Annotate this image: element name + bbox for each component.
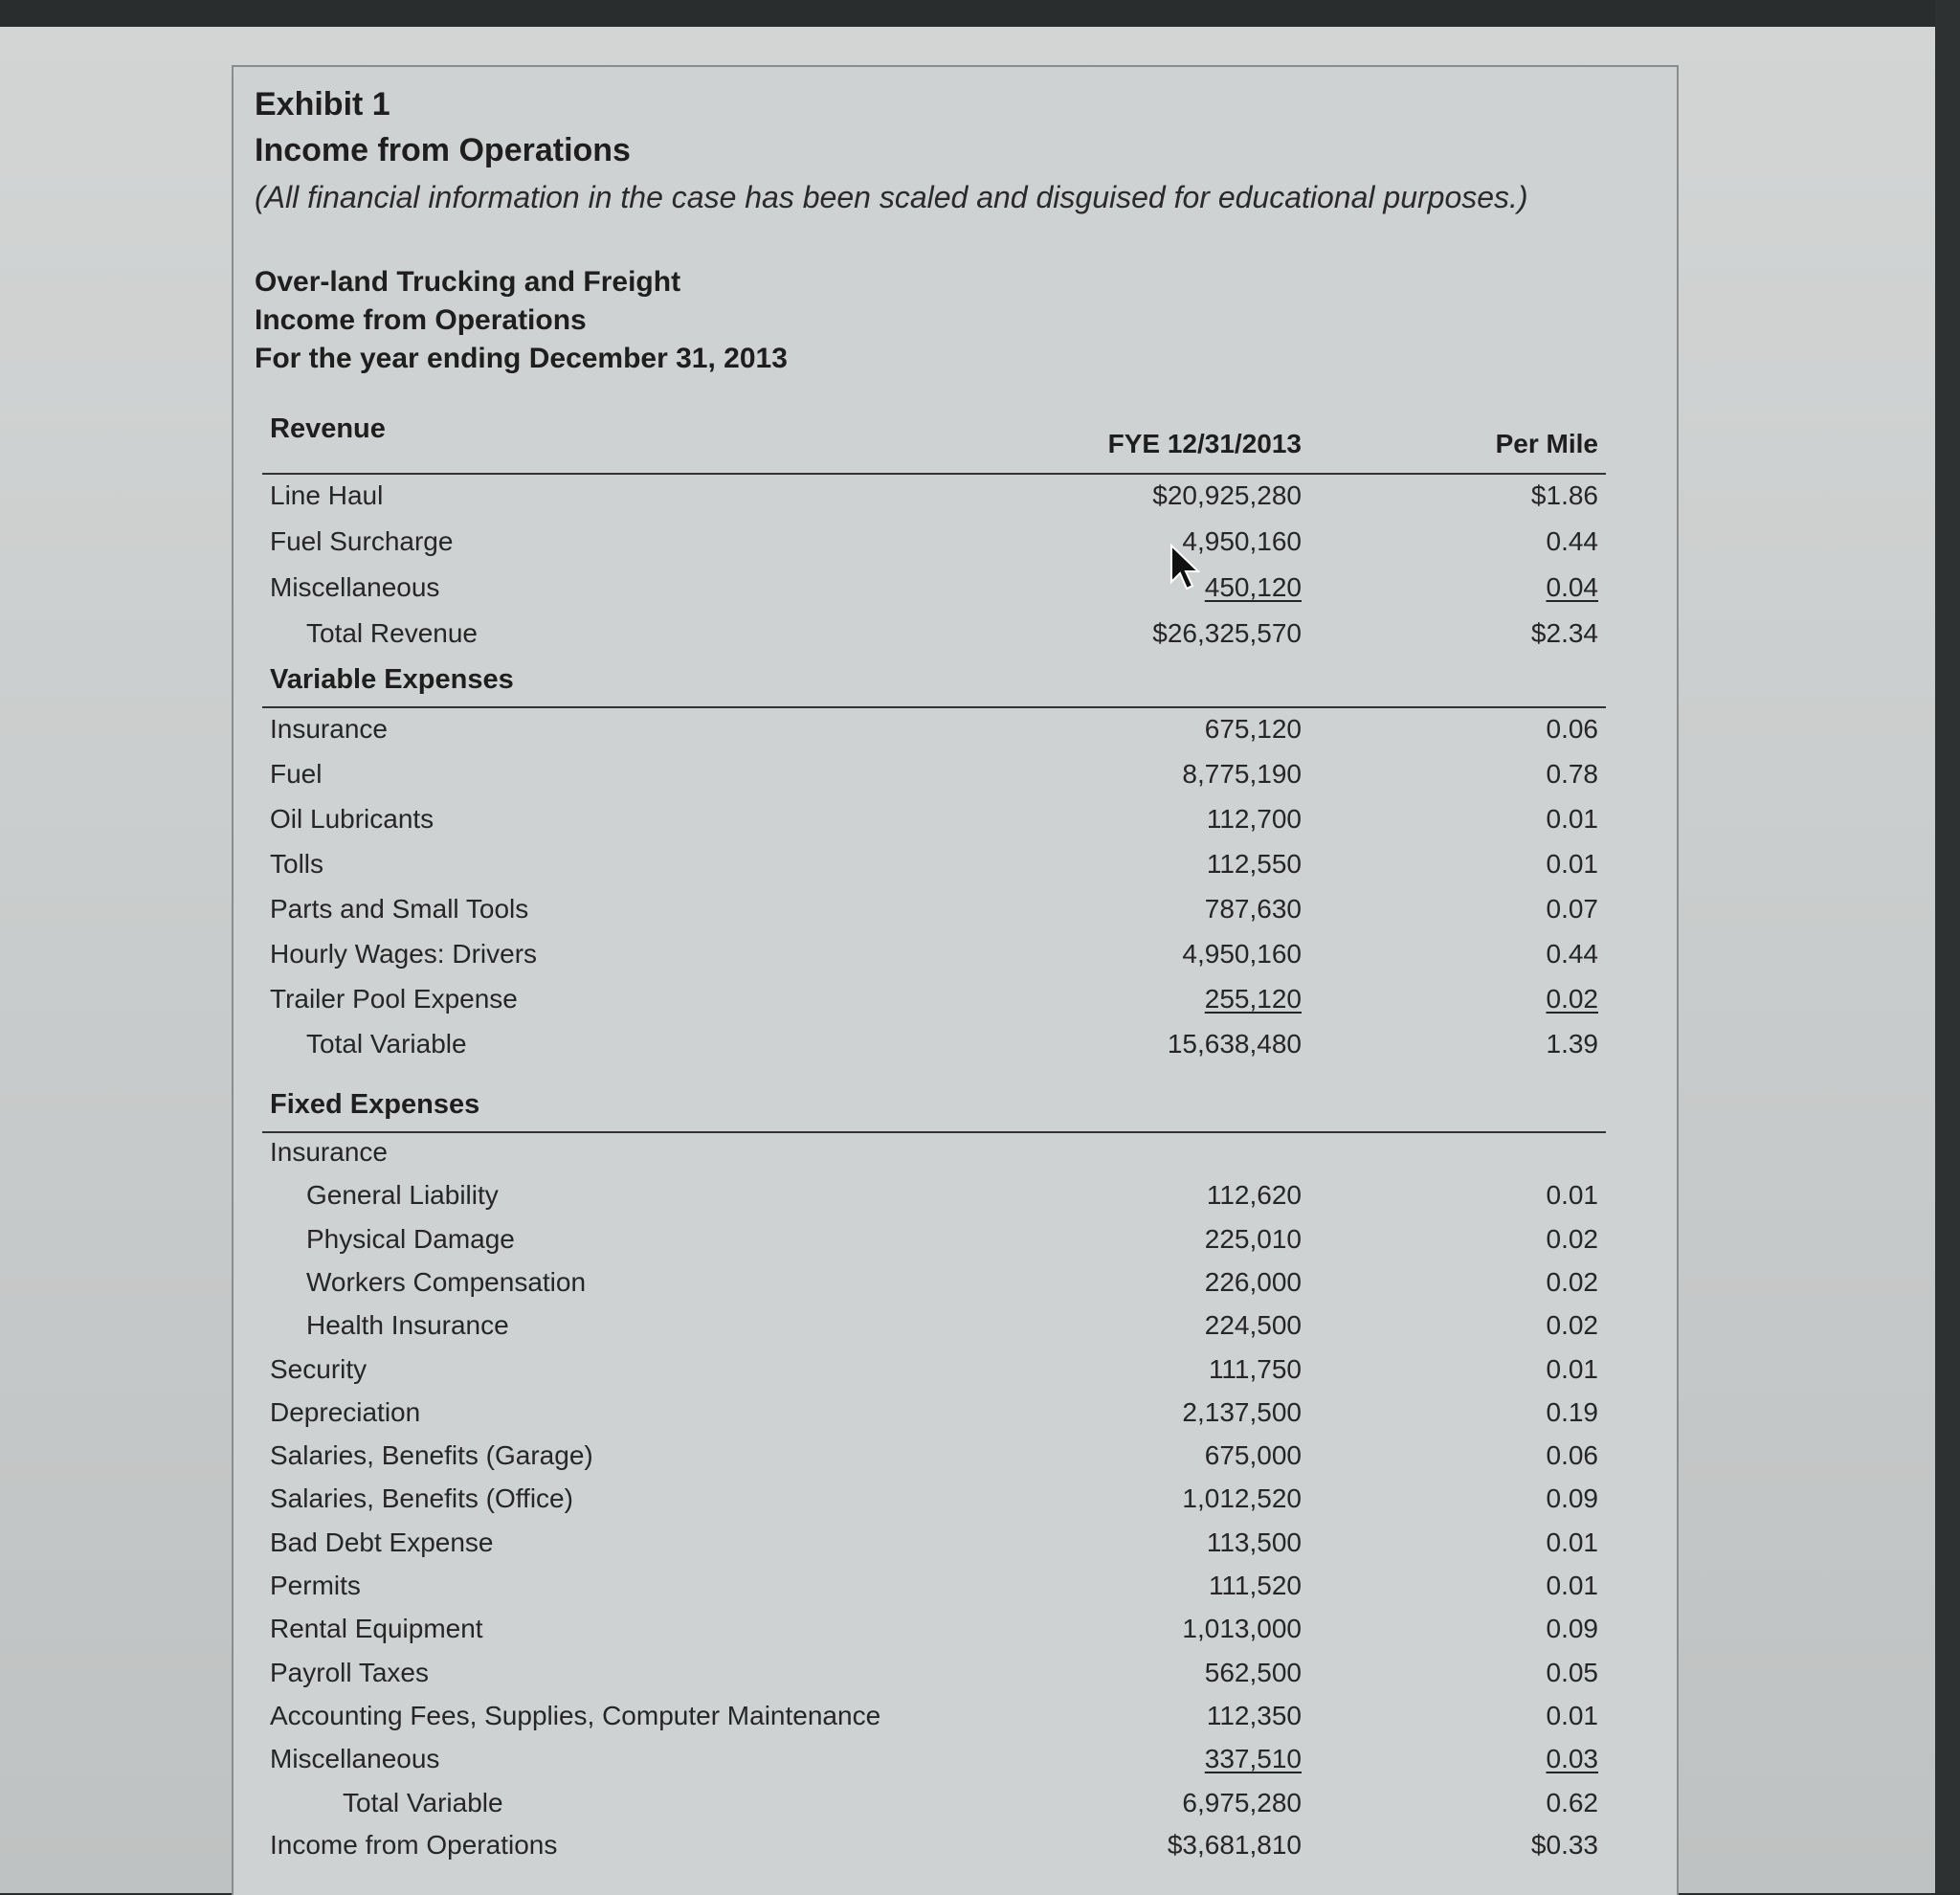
variable-expense-row-per-mile: 0.06 — [1546, 714, 1598, 744]
fixed-expense-row-label: Payroll Taxes — [270, 1657, 430, 1687]
company-name: Over-land Trucking and Freight — [255, 266, 681, 298]
fixed-expense-row-label: General Liability — [306, 1180, 499, 1211]
disclaimer-note: (All financial information in the case has been scaled and disguised for educational purposes.) — [255, 180, 1528, 214]
fixed-expense-row-per-mile: 0.09 — [1546, 1483, 1598, 1514]
fixed-expense-row-label: Insurance — [270, 1137, 388, 1167]
fixed-expense-row-per-mile: 0.01 — [1546, 1700, 1598, 1730]
variable-expense-row-per-mile: 0.02 — [1546, 984, 1598, 1014]
income-per-mile: $0.33 — [1530, 1830, 1598, 1860]
revenue-row-per-mile: 0.04 — [1546, 572, 1598, 602]
variable-expense-row-per-mile: 0.44 — [1546, 939, 1598, 969]
fixed-expense-row-amount: 675,000 — [1204, 1440, 1302, 1471]
fixed-expense-row-amount: 562,500 — [1204, 1657, 1302, 1687]
fixed-expense-row — [234, 1224, 1677, 1262]
variable-expense-row — [234, 984, 1677, 1022]
variable-expense-row-amount: 112,700 — [1206, 804, 1302, 834]
fixed-expense-row — [234, 1354, 1677, 1393]
revenue-row-label: Fuel Surcharge — [270, 526, 454, 556]
fixed-expense-row-amount: 337,510 — [1204, 1744, 1302, 1774]
fixed-expense-row-per-mile: 0.02 — [1546, 1310, 1598, 1341]
exhibit-title: Income from Operations — [255, 132, 631, 168]
revenue-row-label: Miscellaneous — [270, 572, 440, 602]
fixed-expense-row-amount: 112,620 — [1206, 1180, 1302, 1211]
variable-expense-row-amount: 675,120 — [1204, 714, 1302, 744]
fixed-expense-row-amount: 113,500 — [1206, 1527, 1302, 1557]
fixed-expense-row — [234, 1527, 1677, 1566]
variable-expense-row-label: Total Variable — [306, 1029, 467, 1059]
fixed-expense-row-label: Depreciation — [270, 1396, 421, 1427]
variable-expense-row-amount: 15,638,480 — [1167, 1029, 1302, 1059]
variable-expense-row-amount: 112,550 — [1206, 849, 1302, 879]
fixed-expense-row-label: Permits — [270, 1571, 361, 1600]
variable-expense-row-per-mile: 0.78 — [1546, 759, 1598, 789]
section-heading-variable: Variable Expenses — [270, 664, 514, 695]
fixed-expense-row-label: Security — [270, 1353, 368, 1384]
fixed-expense-row-amount: 1,013,000 — [1182, 1614, 1302, 1644]
variable-expense-row-per-mile: 1.39 — [1546, 1029, 1598, 1059]
variable-expense-row-label: Hourly Wages: Drivers — [270, 939, 538, 969]
statement-period: For the year ending December 31, 2013 — [255, 343, 788, 374]
fixed-expense-row — [234, 1440, 1677, 1479]
fixed-expense-row-amount: 111,750 — [1208, 1353, 1302, 1384]
variable-expense-row — [234, 894, 1677, 932]
fixed-expense-row-label: Bad Debt Expense — [270, 1527, 494, 1557]
statement-name: Income from Operations — [255, 304, 587, 336]
fixed-expense-row-per-mile: 0.06 — [1546, 1440, 1598, 1471]
fixed-expense-row-label: Workers Compensation — [306, 1266, 587, 1297]
variable-expense-row-per-mile: 0.07 — [1546, 894, 1598, 924]
fixed-expense-row-amount: 111,520 — [1208, 1571, 1302, 1600]
variable-expense-row-per-mile: 0.01 — [1546, 849, 1598, 879]
mouse-pointer-icon — [1169, 544, 1202, 591]
income-label: Income from Operations — [270, 1830, 558, 1860]
variable-expense-row-amount: 4,950,160 — [1182, 939, 1302, 969]
revenue-row-label: Total Revenue — [306, 618, 479, 648]
variable-expense-row-label: Insurance — [270, 714, 388, 744]
fixed-expense-row-per-mile: 0.05 — [1546, 1657, 1598, 1687]
fixed-expense-row-label: Health Insurance — [306, 1310, 509, 1341]
fixed-expense-row-amount: 224,500 — [1204, 1310, 1302, 1341]
fixed-expense-row — [234, 1310, 1677, 1349]
fixed-expense-row-label: Salaries, Benefits (Office) — [270, 1483, 573, 1514]
fixed-expense-row-per-mile: 0.01 — [1546, 1527, 1598, 1557]
fixed-expense-row — [234, 1744, 1677, 1782]
fixed-expense-row-per-mile: 0.02 — [1546, 1223, 1598, 1254]
fixed-expense-row-label: Miscellaneous — [270, 1744, 440, 1774]
fixed-expense-row-amount: 112,350 — [1206, 1700, 1302, 1730]
fixed-expense-row — [234, 1483, 1677, 1522]
revenue-row-amount: $26,325,570 — [1152, 618, 1302, 648]
fixed-expense-row — [234, 1658, 1677, 1696]
fixed-expense-row-amount: 226,000 — [1204, 1266, 1302, 1297]
section-heading-fixed: Fixed Expenses — [270, 1089, 480, 1120]
fixed-expense-row-per-mile: 0.09 — [1546, 1614, 1598, 1644]
column-header-amount: FYE 12/31/2013 — [1107, 429, 1302, 458]
variable-expense-row-label: Fuel — [270, 759, 323, 789]
fixed-expense-row-label: Total Variable — [343, 1787, 503, 1817]
section-rule-fixed — [262, 1131, 1606, 1133]
fixed-expense-row-per-mile: 0.19 — [1546, 1396, 1598, 1427]
variable-expense-row-amount: 255,120 — [1204, 984, 1302, 1014]
fixed-expense-row — [234, 1571, 1677, 1609]
fixed-expense-row-label: Rental Equipment — [270, 1614, 483, 1644]
variable-expense-row — [234, 1029, 1677, 1067]
revenue-row — [234, 526, 1677, 565]
fixed-expense-row-amount: 2,137,500 — [1182, 1396, 1302, 1427]
fixed-expense-row-per-mile: 0.01 — [1546, 1571, 1598, 1600]
variable-expense-row-label: Tolls — [270, 849, 324, 879]
variable-expense-row-per-mile: 0.01 — [1546, 804, 1598, 834]
fixed-expense-row — [234, 1267, 1677, 1305]
fixed-expense-row-per-mile: 0.62 — [1546, 1787, 1598, 1817]
variable-expense-row — [234, 849, 1677, 887]
variable-expense-row-label: Trailer Pool Expense — [270, 984, 518, 1014]
revenue-row — [234, 572, 1677, 611]
variable-expense-row — [234, 939, 1677, 977]
variable-expense-row-amount: 787,630 — [1204, 894, 1302, 924]
exhibit-label: Exhibit 1 — [255, 86, 390, 123]
revenue-row — [234, 480, 1677, 519]
revenue-row-per-mile: 0.44 — [1546, 526, 1598, 556]
section-rule-variable — [262, 706, 1606, 708]
variable-expense-row — [234, 759, 1677, 797]
fixed-expense-row-amount: 6,975,280 — [1182, 1787, 1302, 1817]
section-heading-revenue: Revenue — [270, 413, 386, 444]
fixed-expense-row-per-mile: 0.01 — [1546, 1353, 1598, 1384]
fixed-expense-row — [234, 1701, 1677, 1739]
fixed-expense-row-amount: 1,012,520 — [1182, 1483, 1302, 1514]
revenue-row — [234, 618, 1677, 657]
section-rule-revenue — [262, 473, 1606, 475]
fixed-expense-row — [234, 1137, 1677, 1175]
fixed-expense-row-label: Salaries, Benefits (Garage) — [270, 1440, 593, 1471]
revenue-row-amount: $20,925,280 — [1152, 480, 1302, 510]
variable-expense-row-label: Parts and Small Tools — [270, 894, 529, 924]
variable-expense-row-amount: 8,775,190 — [1182, 759, 1302, 789]
fixed-expense-row-per-mile: 0.01 — [1546, 1180, 1598, 1211]
fixed-expense-row-per-mile: 0.03 — [1546, 1744, 1598, 1774]
monitor-bezel — [1935, 0, 1960, 1893]
fixed-expense-row — [234, 1614, 1677, 1652]
fixed-expense-row-label: Accounting Fees, Supplies, Computer Maintenance — [270, 1700, 881, 1730]
variable-expense-row-label: Oil Lubricants — [270, 804, 434, 834]
exhibit-panel — [232, 65, 1679, 1895]
fixed-expense-row — [234, 1397, 1677, 1436]
column-header-per-mile: Per Mile — [1495, 429, 1598, 458]
fixed-expense-row — [234, 1788, 1677, 1826]
revenue-row-amount: 4,950,160 — [1182, 526, 1302, 556]
income-amount: $3,681,810 — [1167, 1830, 1302, 1860]
variable-expense-row — [234, 804, 1677, 842]
fixed-expense-row — [234, 1180, 1677, 1218]
revenue-row-amount: 450,120 — [1204, 572, 1302, 602]
revenue-row-per-mile: $2.34 — [1530, 618, 1598, 648]
fixed-expense-row-amount: 225,010 — [1204, 1223, 1302, 1254]
fixed-expense-row-per-mile: 0.02 — [1546, 1266, 1598, 1297]
revenue-row-per-mile: $1.86 — [1530, 480, 1598, 510]
variable-expense-row — [234, 714, 1677, 752]
revenue-row-label: Line Haul — [270, 480, 384, 510]
fixed-expense-row-label: Physical Damage — [306, 1223, 515, 1254]
